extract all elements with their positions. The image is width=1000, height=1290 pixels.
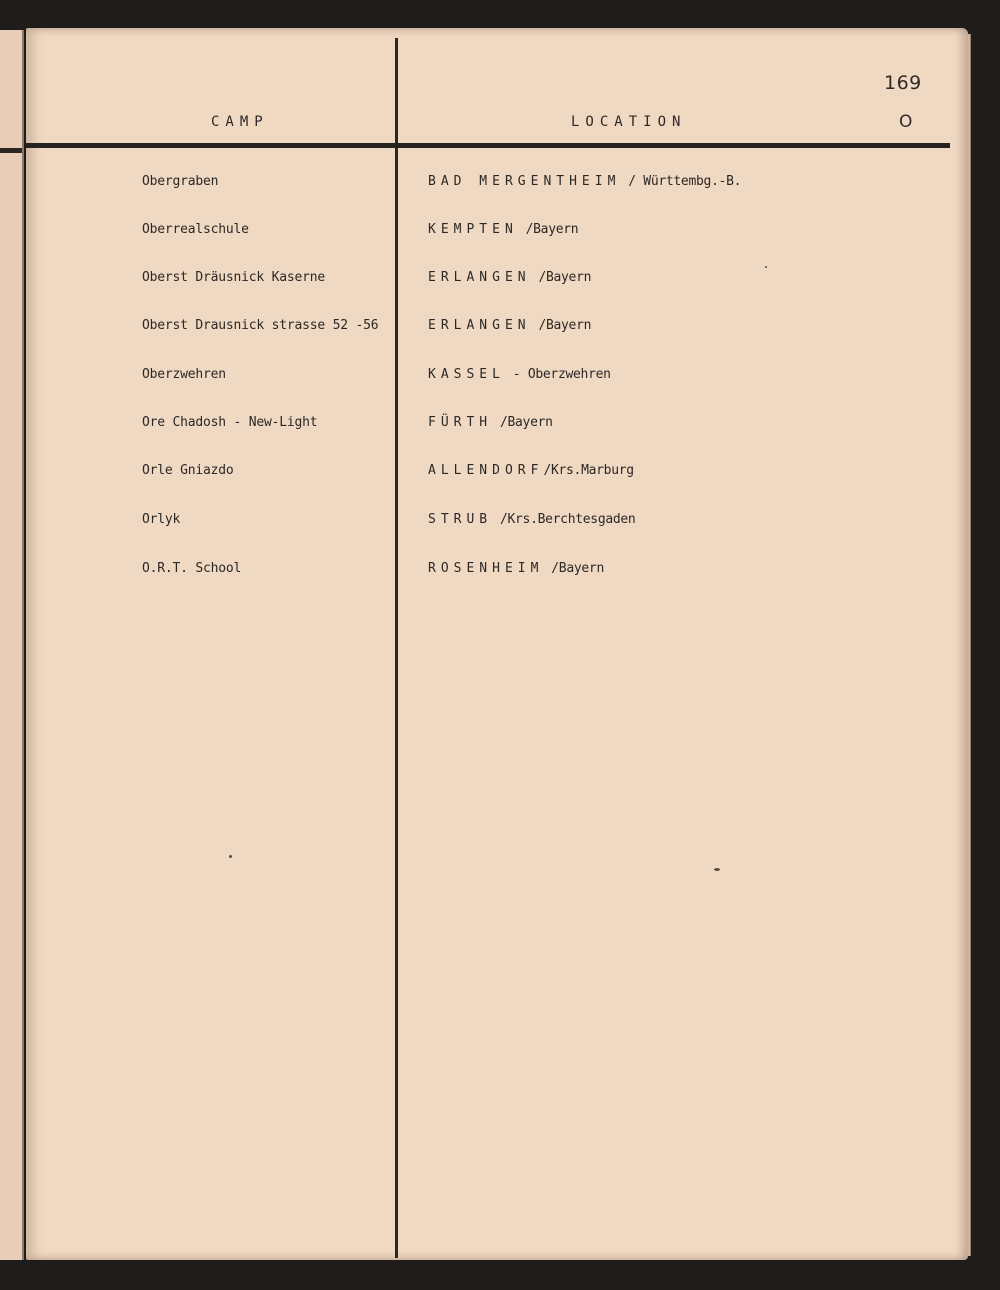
location-region: /Krs.Marburg [543,463,634,478]
camp-cell: O.R.T. School [142,561,242,576]
camp-cell: Oberrealschule [142,222,249,237]
location-region: /Bayern [538,270,592,285]
location-city: FÜRTH [428,415,493,430]
location-region: /Bayern [551,561,604,576]
location-city: ERLANGEN [428,270,531,285]
location-city: ALLENDORF [428,463,544,478]
previous-page-edge [0,30,24,1260]
location-city: KEMPTEN [428,222,518,237]
location-city: KASSEL [428,367,505,382]
page-mark: O [899,112,913,132]
camp-cell: Oberst Drausnick strasse 52 -56 [142,318,379,333]
camp-cell: Orlyk [142,512,181,527]
column-divider [395,38,398,1258]
location-cell [428,318,591,344]
document-page [26,28,968,1260]
location-cell [428,222,578,248]
location-region: / Württembg.-B. [628,174,742,189]
location-region: /Bayern [499,415,553,430]
location-region: /Krs.Berchtesgaden [499,512,636,527]
location-region: - Oberzwehren [512,367,611,382]
camp-cell: Oberst Dräusnick Kaserne [142,270,326,285]
location-cell [428,270,591,296]
header-rule [26,143,950,148]
previous-page-rule [0,148,22,153]
location-city: BAD MERGENTHEIM [428,174,621,189]
camp-cell: Oberzwehren [142,367,226,382]
paper-speck [714,868,720,871]
paper-speck [229,855,232,858]
location-cell [428,561,604,587]
page-number: 169 [884,72,922,94]
camp-column-header: CAMP [211,114,269,130]
location-cell [428,415,553,441]
location-cell [428,174,741,200]
location-cell [428,367,611,393]
location-region: /Bayern [538,318,592,333]
location-region: /Bayern [525,222,579,237]
camp-cell: Obergraben [142,174,219,189]
location-city: ROSENHEIM [428,561,544,576]
camp-cell: Ore Chadosh - New-Light [142,415,318,430]
location-cell [428,512,635,538]
camp-cell: Orle Gniazdo [142,463,234,478]
location-city: ERLANGEN [428,318,531,333]
paper-speck [765,266,767,268]
location-cell [428,463,634,489]
location-city: STRUB [428,512,493,527]
location-column-header: LOCATION [571,114,687,130]
